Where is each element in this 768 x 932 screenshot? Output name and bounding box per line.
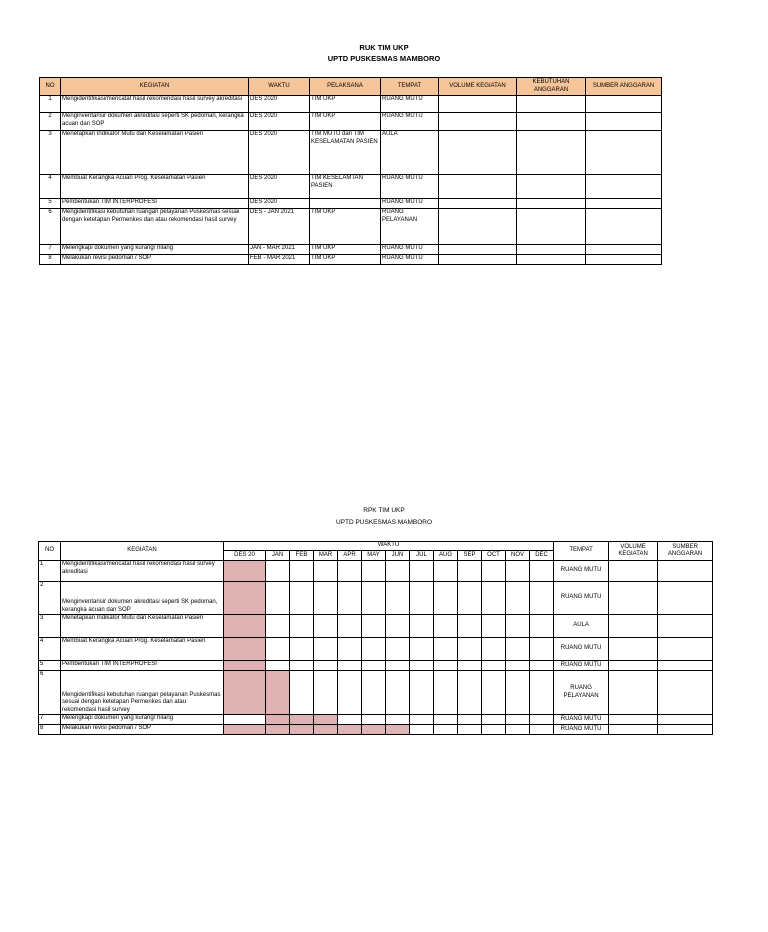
rpk-gantt-cell [482,638,506,661]
rpk-gantt-cell [410,561,434,582]
ruk-cell-no: 2 [40,113,61,131]
rpk-gantt-cell [266,561,290,582]
rpk-gantt-cell [386,715,410,725]
rpk-cell-sumber [658,638,713,661]
ruk-cell-no: 5 [40,199,61,209]
rpk-gantt-cell [338,638,362,661]
rpk-gantt-cell [314,615,338,638]
rpk-month-header: JUL [410,551,434,561]
ruk-cell-volume [439,96,517,113]
ruk-cell-volume [439,209,517,245]
rpk-cell-no: 6 [39,671,61,715]
rpk-cell-sumber [658,661,713,671]
ruk-cell-pelaksana: TIM UKP [310,209,381,245]
rpk-gantt-cell [506,715,530,725]
rpk-cell-volume [609,582,658,615]
rpk-row [39,661,713,671]
rpk-gantt-cell [338,725,362,735]
rpk-gantt-cell [362,615,386,638]
rpk-cell-no: 4 [39,638,61,661]
rpk-gantt-cell [386,671,410,715]
rpk-gantt-cell [434,561,458,582]
ruk-cell-no: 4 [40,175,61,199]
ruk-cell-tempat: RUANG MUTU [381,113,439,131]
rpk-gantt-cell [458,561,482,582]
rpk-row [39,561,713,582]
rpk-gantt-cell [362,715,386,725]
ruk-cell-tempat: RUANG MUTU [381,175,439,199]
ruk-row [40,131,662,175]
rpk-month-header: DEC [530,551,554,561]
rpk-gantt-cell [458,725,482,735]
rpk-table [38,541,713,735]
rpk-cell-tempat: RUANG MUTU [554,661,609,671]
rpk-gantt-cell [314,725,338,735]
rpk-cell-kegiatan: Mengidentifikasi/mencatat hasil rekomendasi hasil survey akreditasi [61,561,224,582]
rpk-gantt-cell [434,715,458,725]
rpk-gantt-cell [458,661,482,671]
ruk-cell-sumber [586,245,662,255]
ruk-cell-sumber [586,96,662,113]
rpk-gantt-cell [530,725,554,735]
rpk-month-header: APR [338,551,362,561]
ruk-cell-waktu: DES 2020 [249,175,310,199]
ruk-row [40,96,662,113]
rpk-month-header: DES 20 [224,551,266,561]
rpk-gantt-cell [314,638,338,661]
rpk-gantt-cell [386,661,410,671]
rpk-cell-sumber [658,725,713,735]
ruk-cell-kebutuhan [517,175,586,199]
ruk-row [40,113,662,131]
rpk-header-row-1 [39,542,713,551]
ruk-row [40,255,662,265]
rpk-cell-tempat: RUANG MUTU [554,582,609,615]
ruk-cell-kegiatan: Mengidentifikasi/mencatat hasil rekomendasi hasil survey akreditasi [61,96,249,113]
ruk-cell-no: 1 [40,96,61,113]
ruk-cell-pelaksana: TIM UKP [310,96,381,113]
rpk-gantt-cell [314,661,338,671]
rpk-gantt-cell [482,661,506,671]
ruk-cell-waktu: DES 2020 [249,199,310,209]
rpk-gantt-cell [290,615,314,638]
rpk-gantt-cell [290,725,314,735]
rpk-row [39,715,713,725]
rpk-gantt-cell [386,561,410,582]
rpk-gantt-cell [482,582,506,615]
rpk-gantt-cell [530,638,554,661]
ruk-cell-volume [439,175,517,199]
ruk-cell-kegiatan: Membuat Kerangka Acuan Prog. Keselamatan Pasien [61,175,249,199]
ruk-cell-pelaksana: TIM MUTU dan TIM KESELAMATAN PASIEN [310,131,381,175]
rpk-cell-kegiatan: Melengkapi dokumen yang kurang/ hilang [61,715,224,725]
rpk-gantt-cell [338,661,362,671]
ruk-header-kebutuhan: KEBUTUHAN ANGGARAN [517,78,586,96]
rpk-cell-sumber [658,671,713,715]
rpk-cell-kegiatan: Mengidentifikasi kebutuhan ruangan pelayanan Puskesmas sesuai dengan ketetapan Permenkes dan atau rekomendasi hasil survey [61,671,224,715]
ruk-cell-sumber [586,175,662,199]
ruk-cell-volume [439,245,517,255]
ruk-cell-kebutuhan [517,255,586,265]
rpk-gantt-cell [338,561,362,582]
rpk-gantt-cell [224,615,266,638]
rpk-header-tempat: TEMPAT [554,542,609,561]
rpk-month-header: FEB [290,551,314,561]
rpk-gantt-cell [434,725,458,735]
ruk-cell-kegiatan: Pembentukan TIM INTERPROFESI [61,199,249,209]
rpk-gantt-cell [266,582,290,615]
rpk-gantt-cell [506,671,530,715]
rpk-cell-tempat: RUANG MUTU [554,715,609,725]
rpk-gantt-cell [266,725,290,735]
ruk-cell-kebutuhan [517,96,586,113]
ruk-cell-no: 7 [40,245,61,255]
rpk-month-header: AUG [434,551,458,561]
ruk-cell-sumber [586,255,662,265]
rpk-gantt-cell [266,615,290,638]
ruk-header-row [40,78,662,96]
rpk-gantt-cell [224,561,266,582]
ruk-cell-tempat: RUANG MUTU [381,199,439,209]
rpk-cell-tempat: AULA [554,615,609,638]
rpk-cell-no: 7 [39,715,61,725]
rpk-month-header: MAR [314,551,338,561]
rpk-cell-tempat: RUANG MUTU [554,561,609,582]
rpk-month-header: SEP [458,551,482,561]
ruk-cell-volume [439,255,517,265]
rpk-cell-volume [609,725,658,735]
rpk-gantt-cell [290,638,314,661]
rpk-gantt-cell [482,615,506,638]
rpk-gantt-cell [266,638,290,661]
rpk-gantt-cell [530,715,554,725]
rpk-gantt-cell [410,582,434,615]
rpk-gantt-cell [314,671,338,715]
rpk-title: RPK TIM UKP [363,507,405,514]
rpk-gantt-cell [458,615,482,638]
ruk-cell-pelaksana: TIM UKP [310,255,381,265]
rpk-gantt-cell [290,661,314,671]
rpk-cell-tempat: RUANG MUTU [554,638,609,661]
rpk-gantt-cell [530,661,554,671]
ruk-cell-tempat: RUANG PELAYANAN [381,209,439,245]
rpk-gantt-cell [266,715,290,725]
rpk-gantt-cell [530,561,554,582]
rpk-header-volume: VOLUME KEGIATAN [609,542,658,561]
rpk-gantt-cell [458,582,482,615]
rpk-gantt-cell [506,661,530,671]
rpk-gantt-cell [506,582,530,615]
ruk-cell-kebutuhan [517,199,586,209]
rpk-cell-kegiatan: Membuat Kerangka Acuan Prog. Keselamatan Pasien [61,638,224,661]
ruk-cell-kegiatan: Menetapkan Indikator Mutu dan Keselamatan Pasien [61,131,249,175]
rpk-gantt-cell [506,638,530,661]
ruk-cell-tempat: RUANG MUTU [381,255,439,265]
rpk-cell-tempat: RUANG MUTU [554,725,609,735]
rpk-gantt-cell [224,638,266,661]
rpk-month-header: JUN [386,551,410,561]
rpk-gantt-cell [362,661,386,671]
rpk-gantt-cell [434,615,458,638]
ruk-cell-volume [439,131,517,175]
rpk-gantt-cell [458,671,482,715]
rpk-gantt-cell [362,671,386,715]
rpk-gantt-cell [506,615,530,638]
rpk-gantt-cell [410,661,434,671]
rpk-header-sumber: SUMBER ANGGARAN [658,542,713,561]
ruk-header-volume: VOLUME KEGIATAN [439,78,517,96]
rpk-gantt-cell [410,715,434,725]
rpk-cell-kegiatan: Menetapkan Indikator Mutu dan Keselamatan Pasien [61,615,224,638]
rpk-gantt-cell [314,561,338,582]
ruk-cell-tempat: AULA [381,131,439,175]
rpk-gantt-cell [224,661,266,671]
ruk-cell-pelaksana: TIM KESELAMTAN PASIEN [310,175,381,199]
rpk-cell-sumber [658,715,713,725]
ruk-cell-tempat: RUANG MUTU [381,245,439,255]
ruk-cell-waktu: DES 2020 [249,113,310,131]
rpk-cell-no: 2 [39,582,61,615]
rpk-month-header: NOV [506,551,530,561]
ruk-row [40,199,662,209]
ruk-cell-waktu: DES 2020 [249,96,310,113]
rpk-gantt-cell [224,715,266,725]
ruk-cell-kegiatan: Melengkapi dokumen yang kurang/ hilang [61,245,249,255]
rpk-header-kegiatan: KEGIATAN [61,542,224,561]
rpk-cell-volume [609,638,658,661]
rpk-gantt-cell [458,715,482,725]
rpk-gantt-cell [314,715,338,725]
rpk-cell-volume [609,561,658,582]
rpk-cell-volume [609,661,658,671]
rpk-month-header: MAY [362,551,386,561]
rpk-gantt-cell [290,561,314,582]
ruk-subtitle: UPTD PUSKESMAS MAMBORO [327,54,441,63]
rpk-gantt-cell [434,582,458,615]
rpk-gantt-cell [290,671,314,715]
rpk-cell-no: 8 [39,725,61,735]
ruk-cell-volume [439,113,517,131]
rpk-gantt-cell [386,615,410,638]
rpk-month-header: JAN [266,551,290,561]
rpk-gantt-cell [410,615,434,638]
ruk-row [40,209,662,245]
ruk-row [40,175,662,199]
rpk-cell-volume [609,715,658,725]
rpk-row [39,638,713,661]
rpk-cell-volume [609,671,658,715]
rpk-gantt-cell [362,638,386,661]
rpk-cell-sumber [658,582,713,615]
rpk-cell-sumber [658,561,713,582]
rpk-gantt-cell [386,638,410,661]
rpk-gantt-cell [386,582,410,615]
rpk-row [39,725,713,735]
rpk-gantt-cell [482,671,506,715]
ruk-cell-no: 8 [40,255,61,265]
rpk-cell-kegiatan: Menginventarisir dokumen akreditasi seperti SK pedoman, kerangka acuan dan SOP [61,582,224,615]
ruk-table [39,77,662,265]
ruk-cell-waktu: FEB - MAR 2021 [249,255,310,265]
rpk-cell-kegiatan: Melakukan revisi pedoman / SOP [61,725,224,735]
ruk-cell-no: 3 [40,131,61,175]
rpk-gantt-cell [530,671,554,715]
rpk-cell-volume [609,615,658,638]
rpk-cell-no: 5 [39,661,61,671]
ruk-header-pelaksana: PELAKSANA [310,78,381,96]
rpk-gantt-cell [410,671,434,715]
rpk-gantt-cell [290,715,314,725]
rpk-cell-tempat: RUANG PELAYANAN [554,671,609,715]
rpk-gantt-cell [410,725,434,735]
ruk-cell-kebutuhan [517,113,586,131]
ruk-cell-pelaksana: TIM UKP [310,113,381,131]
rpk-gantt-cell [266,661,290,671]
rpk-gantt-cell [434,661,458,671]
ruk-cell-sumber [586,199,662,209]
ruk-cell-kebutuhan [517,209,586,245]
rpk-gantt-cell [338,715,362,725]
ruk-cell-kegiatan: Menginventarisir dokumen akreditasi seperti SK pedoman, kerangka acuan dan SOP [61,113,249,131]
rpk-header-no: NO [39,542,61,561]
rpk-gantt-cell [530,582,554,615]
ruk-cell-waktu: DES - JAN 2021 [249,209,310,245]
rpk-month-header: OCT [482,551,506,561]
ruk-cell-volume [439,199,517,209]
rpk-gantt-cell [434,671,458,715]
rpk-gantt-cell [506,561,530,582]
rpk-cell-kegiatan: Pembentukan TIM INTERPROFESI [61,661,224,671]
rpk-subtitle: UPTD PUSKESMAS MAMBORO [335,519,433,526]
ruk-header-waktu: WAKTU [249,78,310,96]
rpk-gantt-cell [224,725,266,735]
rpk-gantt-cell [506,725,530,735]
rpk-gantt-cell [314,582,338,615]
rpk-row [39,671,713,715]
rpk-gantt-cell [266,671,290,715]
rpk-gantt-cell [224,582,266,615]
ruk-cell-sumber [586,113,662,131]
rpk-cell-no: 3 [39,615,61,638]
ruk-cell-waktu: JAN - MAR 2021 [249,245,310,255]
rpk-gantt-cell [386,725,410,735]
ruk-header-sumber: SUMBER ANGGARAN [586,78,662,96]
rpk-gantt-cell [224,671,266,715]
ruk-cell-sumber [586,209,662,245]
ruk-title: RUK TIM UKP [359,43,409,52]
rpk-row [39,615,713,638]
rpk-gantt-cell [338,615,362,638]
rpk-row [39,582,713,615]
rpk-gantt-cell [482,725,506,735]
rpk-gantt-cell [338,582,362,615]
ruk-header-kegiatan: KEGIATAN [61,78,249,96]
ruk-cell-no: 6 [40,209,61,245]
ruk-cell-kebutuhan [517,131,586,175]
ruk-row [40,245,662,255]
rpk-header-waktu: WAKTU [224,542,554,551]
ruk-cell-kebutuhan [517,245,586,255]
rpk-gantt-cell [362,725,386,735]
rpk-gantt-cell [482,561,506,582]
rpk-gantt-cell [482,715,506,725]
ruk-cell-pelaksana [310,199,381,209]
ruk-cell-tempat: RUANG MUTU [381,96,439,113]
rpk-cell-no: 1 [39,561,61,582]
ruk-header-tempat: TEMPAT [381,78,439,96]
rpk-gantt-cell [290,582,314,615]
rpk-gantt-cell [458,638,482,661]
ruk-cell-pelaksana: TIM UKP [310,245,381,255]
rpk-gantt-cell [362,582,386,615]
rpk-cell-sumber [658,615,713,638]
ruk-header-no: NO [40,78,61,96]
rpk-gantt-cell [434,638,458,661]
ruk-cell-kegiatan: Mengidentifikasi kebutuhan ruangan pelayanan Puskesmas sesuai dengan ketetapan Permenkes dan atau rekomendasi hasil survey [61,209,249,245]
ruk-cell-waktu: DES 2020 [249,131,310,175]
rpk-gantt-cell [530,615,554,638]
rpk-gantt-cell [410,638,434,661]
rpk-gantt-cell [362,561,386,582]
ruk-cell-kegiatan: Melakukan revisi pedoman / SOP [61,255,249,265]
ruk-cell-sumber [586,131,662,175]
rpk-gantt-cell [338,671,362,715]
